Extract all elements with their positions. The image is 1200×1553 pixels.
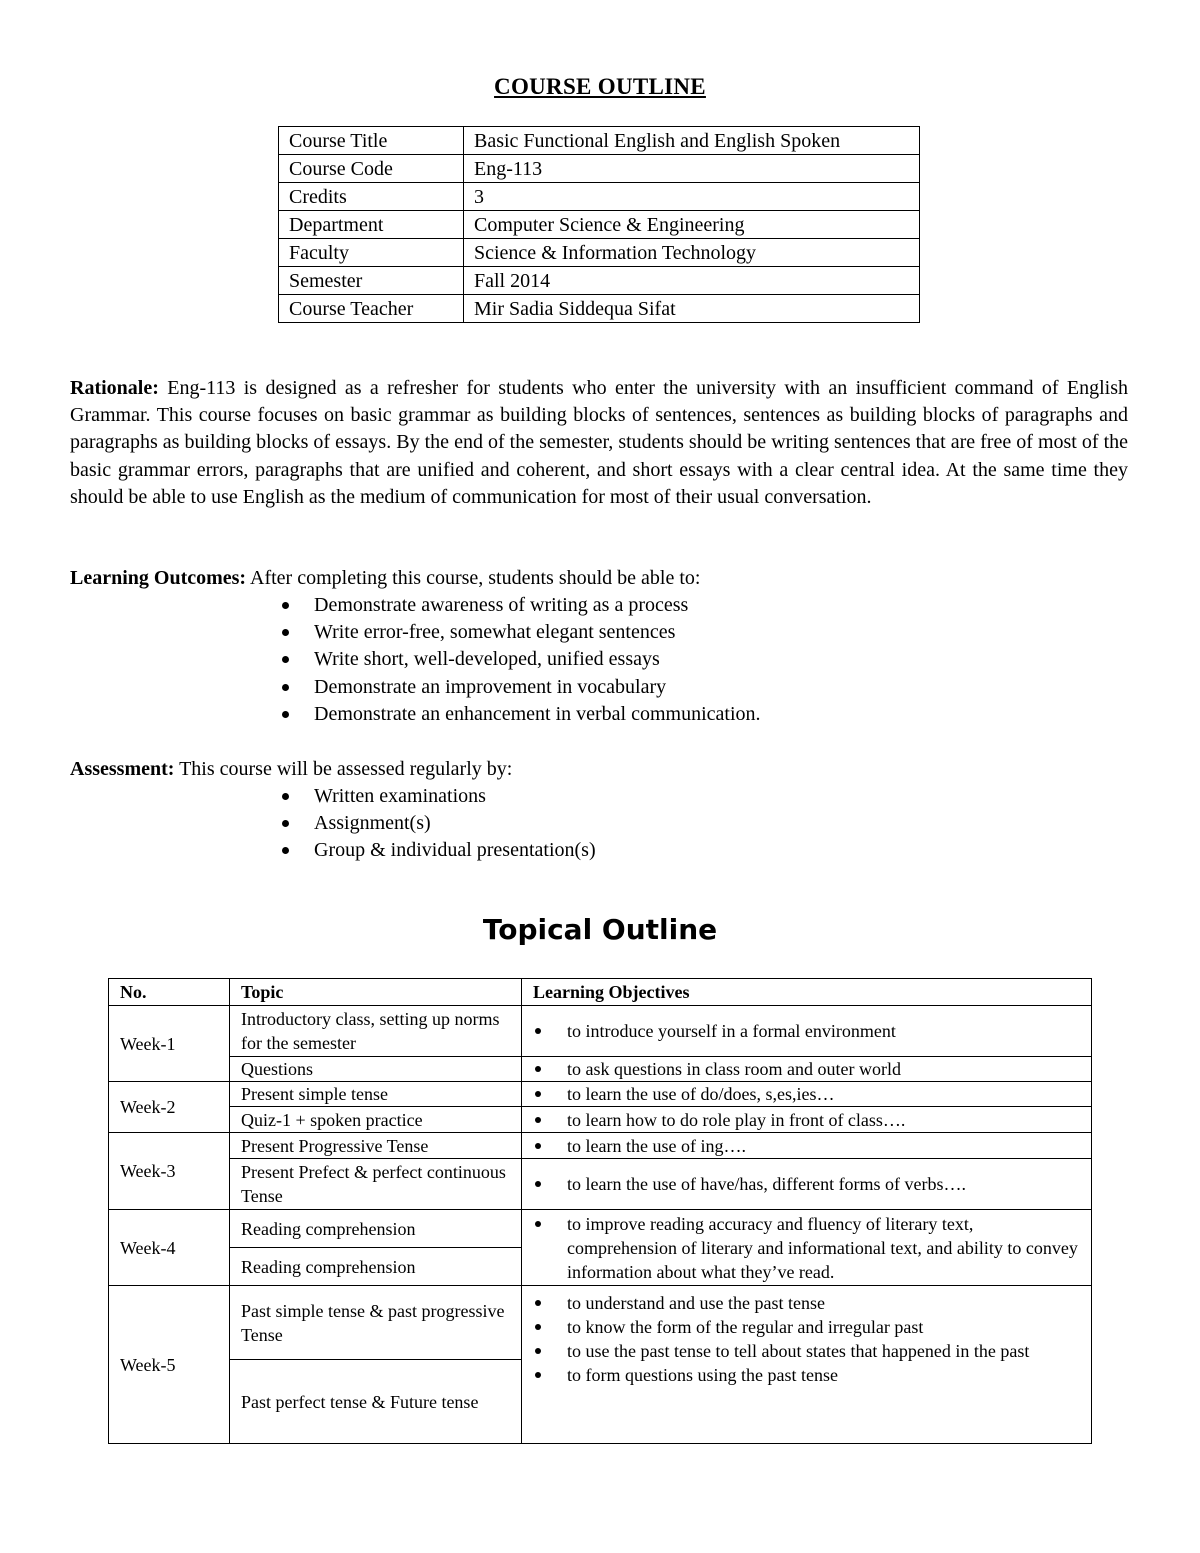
table-row <box>109 1210 1092 1248</box>
week-cell: Week-4 <box>109 1210 230 1286</box>
rationale-label: Rationale: <box>70 377 159 399</box>
info-key: Course Title <box>279 127 464 155</box>
info-key: Credits <box>279 183 464 211</box>
objective-item: to learn the use of ing…. <box>533 1134 1080 1158</box>
objective-item: to use the past tense to tell about states that happened in the past <box>533 1339 1080 1363</box>
rationale-text: Eng-113 is designed as a refresher for students who enter the university with an insufficient command of English Grammar. This course focuses on basic grammar as building blocks of sentences, sentences as building blocks of paragraphs and paragraphs as building blocks of essays. By the end of the semester, students should be writing sentences that are free of most of the basic grammar errors, paragraphs that are unified and coherent, and short essays with a clear central idea. At the same time they should be able to use English as the medium of communication for most of their usual conversation. <box>70 377 1129 508</box>
info-key: Course Teacher <box>279 295 464 323</box>
objective-item: to improve reading accuracy and fluency of literary text, comprehension of literary and informational text, and ability to convey information about what they’ve read. <box>533 1212 1080 1284</box>
objective-item: to ask questions in class room and outer world <box>533 1057 1080 1081</box>
course-info-row <box>279 267 920 295</box>
info-value: Eng-113 <box>464 155 920 183</box>
course-info-row <box>279 155 920 183</box>
table-row <box>109 1159 1092 1210</box>
info-key: Department <box>279 211 464 239</box>
course-info-table <box>278 126 920 323</box>
info-key: Faculty <box>279 239 464 267</box>
learning-outcomes-list <box>280 592 761 728</box>
list-item: Demonstrate awareness of writing as a process <box>280 592 761 619</box>
info-value: Fall 2014 <box>464 267 920 295</box>
list-item: Written examinations <box>280 783 596 810</box>
info-value: Mir Sadia Siddequa Sifat <box>464 295 920 323</box>
info-value: Basic Functional English and English Spoken <box>464 127 920 155</box>
header-no: No. <box>109 979 230 1006</box>
course-info-row <box>279 127 920 155</box>
objective-cell <box>522 1159 1092 1210</box>
objective-cell <box>522 1107 1092 1133</box>
table-row <box>109 1057 1092 1082</box>
objective-cell <box>522 1210 1092 1286</box>
list-item: Write short, well-developed, unified essays <box>280 646 761 673</box>
table-header-row <box>109 979 1092 1006</box>
assessment-heading <box>70 756 512 783</box>
objective-item: to form questions using the past tense <box>533 1363 1080 1387</box>
rationale-paragraph <box>70 375 1128 511</box>
objective-item: to learn how to do role play in front of class…. <box>533 1108 1080 1132</box>
course-info-row <box>279 211 920 239</box>
objective-item: to know the form of the regular and irregular past <box>533 1315 1080 1339</box>
objective-cell <box>522 1057 1092 1082</box>
learning-outcomes-label: Learning Outcomes: <box>70 567 247 589</box>
objective-item: to learn the use of have/has, different forms of verbs…. <box>533 1172 1080 1196</box>
info-value: Computer Science & Engineering <box>464 211 920 239</box>
week-cell: Week-5 <box>109 1286 230 1444</box>
learning-outcomes-heading <box>70 565 700 592</box>
objective-item: to understand and use the past tense <box>533 1291 1080 1315</box>
info-key: Course Code <box>279 155 464 183</box>
topic-cell: Introductory class, setting up norms for the semester <box>230 1006 522 1057</box>
info-value: 3 <box>464 183 920 211</box>
topic-cell: Past perfect tense & Future tense <box>230 1360 522 1444</box>
table-row <box>109 1286 1092 1360</box>
assessment-label: Assessment: <box>70 758 175 780</box>
course-info-row <box>279 295 920 323</box>
info-value: Science & Information Technology <box>464 239 920 267</box>
objective-item: to learn the use of do/does, s,es,ies… <box>533 1082 1080 1106</box>
topic-cell: Questions <box>230 1057 522 1082</box>
page-title: COURSE OUTLINE <box>494 74 706 99</box>
topic-cell: Present Prefect & perfect continuous Tense <box>230 1159 522 1210</box>
objective-cell <box>522 1286 1092 1444</box>
objective-cell <box>522 1082 1092 1107</box>
topic-cell: Quiz-1 + spoken practice <box>230 1107 522 1133</box>
topic-cell: Reading comprehension <box>230 1210 522 1248</box>
objective-cell <box>522 1133 1092 1159</box>
objective-cell <box>522 1006 1092 1057</box>
week-cell: Week-3 <box>109 1133 230 1210</box>
table-row <box>109 1006 1092 1057</box>
topical-outline-table <box>108 978 1092 1444</box>
objective-item: to introduce yourself in a formal environment <box>533 1019 1080 1043</box>
list-item: Group & individual presentation(s) <box>280 837 596 864</box>
info-key: Semester <box>279 267 464 295</box>
assessment-intro: This course will be assessed regularly by: <box>179 758 513 780</box>
topic-cell: Present simple tense <box>230 1082 522 1107</box>
table-row <box>109 1082 1092 1107</box>
learning-outcomes-intro: After completing this course, students should be able to: <box>250 567 701 589</box>
topic-cell: Reading comprehension <box>230 1248 522 1286</box>
assessment-list <box>280 783 596 865</box>
table-row <box>109 1133 1092 1159</box>
topic-cell: Past simple tense & past progressive Tense <box>230 1286 522 1360</box>
topical-outline-title: Topical Outline <box>482 913 718 946</box>
list-item: Assignment(s) <box>280 810 596 837</box>
table-row <box>109 1107 1092 1133</box>
week-cell: Week-1 <box>109 1006 230 1082</box>
course-info-row <box>279 183 920 211</box>
list-item: Demonstrate an improvement in vocabulary <box>280 674 761 701</box>
week-cell: Week-2 <box>109 1082 230 1133</box>
header-objectives: Learning Objectives <box>522 979 1092 1006</box>
header-topic: Topic <box>230 979 522 1006</box>
list-item: Write error-free, somewhat elegant sentences <box>280 619 761 646</box>
topic-cell: Present Progressive Tense <box>230 1133 522 1159</box>
list-item: Demonstrate an enhancement in verbal communication. <box>280 701 761 728</box>
course-info-row <box>279 239 920 267</box>
